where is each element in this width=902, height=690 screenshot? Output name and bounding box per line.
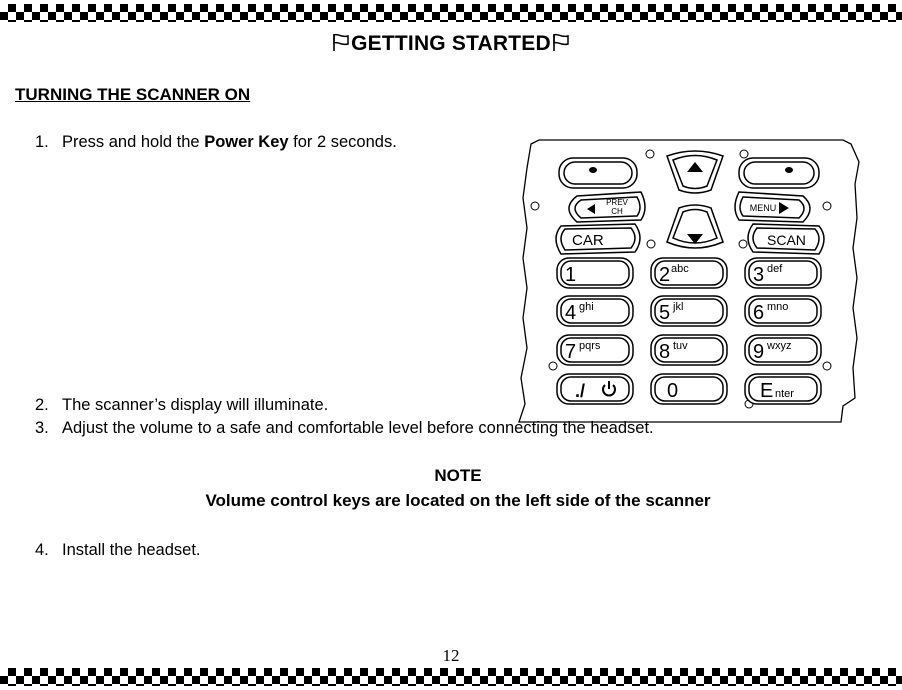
menu-label: MENU [749,203,777,213]
digit-0: 0 [667,380,679,402]
note-text: Volume control keys are located on the left side of the scanner [205,491,711,510]
letters-2: abc [671,263,689,275]
letters-8: tuv [673,340,688,352]
ch-label: CH [611,207,623,216]
digit-3: 3 [753,264,765,286]
digit-5: 5 [659,302,671,324]
digit-7: 7 [565,341,577,363]
step-number: 1. [35,133,49,151]
step-2 [35,396,328,415]
keypad-illustration [517,138,863,424]
enter-small-letters: nter [775,388,794,400]
letters-7: pqrs [579,340,601,352]
page-number: 12 [442,646,460,665]
letters-3: def [767,263,783,275]
step-text: The scanner’s display will illuminate. [62,396,329,414]
page-title [0,32,902,58]
step-text: Install the headset. [62,541,201,559]
car-label: CAR [572,232,604,249]
step-number: 4. [35,541,49,559]
digit-8: 8 [659,341,671,363]
prev-label: PREV [606,198,628,207]
dot-slash-label: ./ [575,381,586,401]
digit-4: 4 [565,302,577,324]
section-heading: TURNING THE SCANNER ON [15,85,251,104]
indicator-dot-icon [589,167,597,173]
flag-icon [331,32,351,58]
step-number: 3. [35,419,49,437]
letters-6: mno [767,301,789,313]
letters-5: jkl [673,301,684,313]
step-text: Adjust the volume to a safe and comfortable level before connecting the headset. [62,419,654,437]
checkered-border-bottom [0,668,902,686]
step-number: 2. [35,396,49,414]
enter-big-letter: E [760,380,774,402]
title-text: GETTING STARTED [351,32,551,55]
digit-6: 6 [753,302,765,324]
power-key-label: Power Key [204,133,289,151]
step-text: for 2 seconds. [288,133,397,151]
digit-9: 9 [753,341,765,363]
step-4 [35,541,201,560]
indicator-dot-icon [785,167,793,173]
digit-1: 1 [565,264,577,286]
step-1 [35,133,397,152]
scan-label: SCAN [767,232,806,248]
step-text: Press and hold the [62,133,205,151]
letters-4: ghi [579,301,594,313]
note-heading: NOTE [434,466,482,485]
digit-2: 2 [659,264,671,286]
letters-9: wxyz [767,340,792,352]
checkered-border-top [0,4,902,22]
flag-icon [551,32,571,58]
